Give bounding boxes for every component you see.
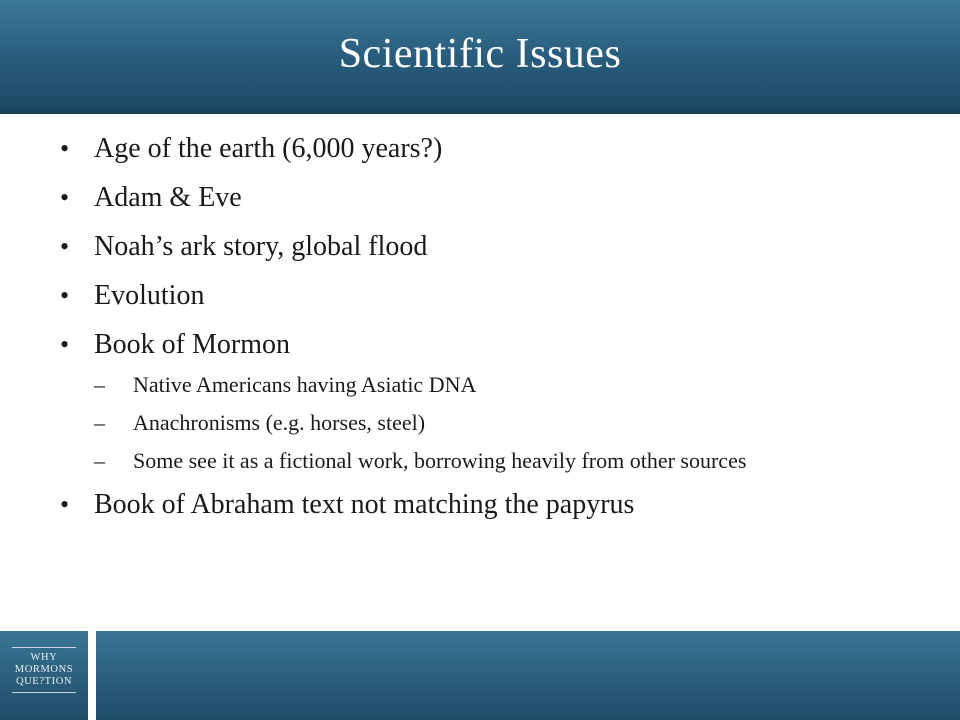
bullet-item <box>60 132 920 166</box>
sub-bullet-item <box>94 409 920 436</box>
sub-bullet-dash: – <box>94 448 105 473</box>
logo-box <box>0 631 88 720</box>
logo-rule <box>12 647 76 648</box>
bullet-text: Noah’s ark story, global flood <box>94 231 428 262</box>
bullet-text: Age of the earth (6,000 years?) <box>94 133 443 164</box>
slide-title: Scientific Issues <box>338 31 622 77</box>
bullet-dot: • <box>60 232 70 261</box>
sub-bullet-dash: – <box>94 410 105 435</box>
sub-bullet-list <box>94 371 920 474</box>
logo-line: QUE?TION <box>15 676 73 687</box>
bullet-dot: • <box>60 330 70 359</box>
bullet-list <box>60 132 920 537</box>
bullet-dot: • <box>60 281 70 310</box>
bullet-text: Adam & Eve <box>94 182 242 213</box>
bullet-dot: • <box>60 490 70 519</box>
bullet-dot: • <box>60 134 70 163</box>
bullet-item <box>60 328 920 362</box>
bullet-text: Book of Mormon <box>94 329 290 360</box>
title-bar <box>0 0 960 114</box>
logo-line: MORMONS <box>14 664 74 675</box>
sub-bullet-dash: – <box>94 372 105 397</box>
bullet-item <box>60 181 920 215</box>
footer-band <box>0 631 960 720</box>
logo-line: WHY <box>30 652 58 663</box>
bullet-text: Book of Abraham text not matching the papyrus <box>94 489 635 520</box>
bullet-dot: • <box>60 183 70 212</box>
why-mormons-question-logo <box>6 643 82 709</box>
bullet-item <box>60 230 920 264</box>
footer-bar <box>96 631 960 720</box>
sub-bullet-text: Anachronisms (e.g. horses, steel) <box>133 410 426 435</box>
sub-bullet-text: Native Americans having Asiatic DNA <box>133 372 477 397</box>
sub-bullet-item <box>94 371 920 398</box>
sub-bullet-item <box>94 447 920 474</box>
bullet-item <box>60 488 920 522</box>
bullet-item <box>60 279 920 313</box>
bullet-text: Evolution <box>94 280 205 311</box>
logo-rule <box>12 692 76 693</box>
sub-bullet-text: Some see it as a fictional work, borrowing heavily from other sources <box>133 448 747 473</box>
